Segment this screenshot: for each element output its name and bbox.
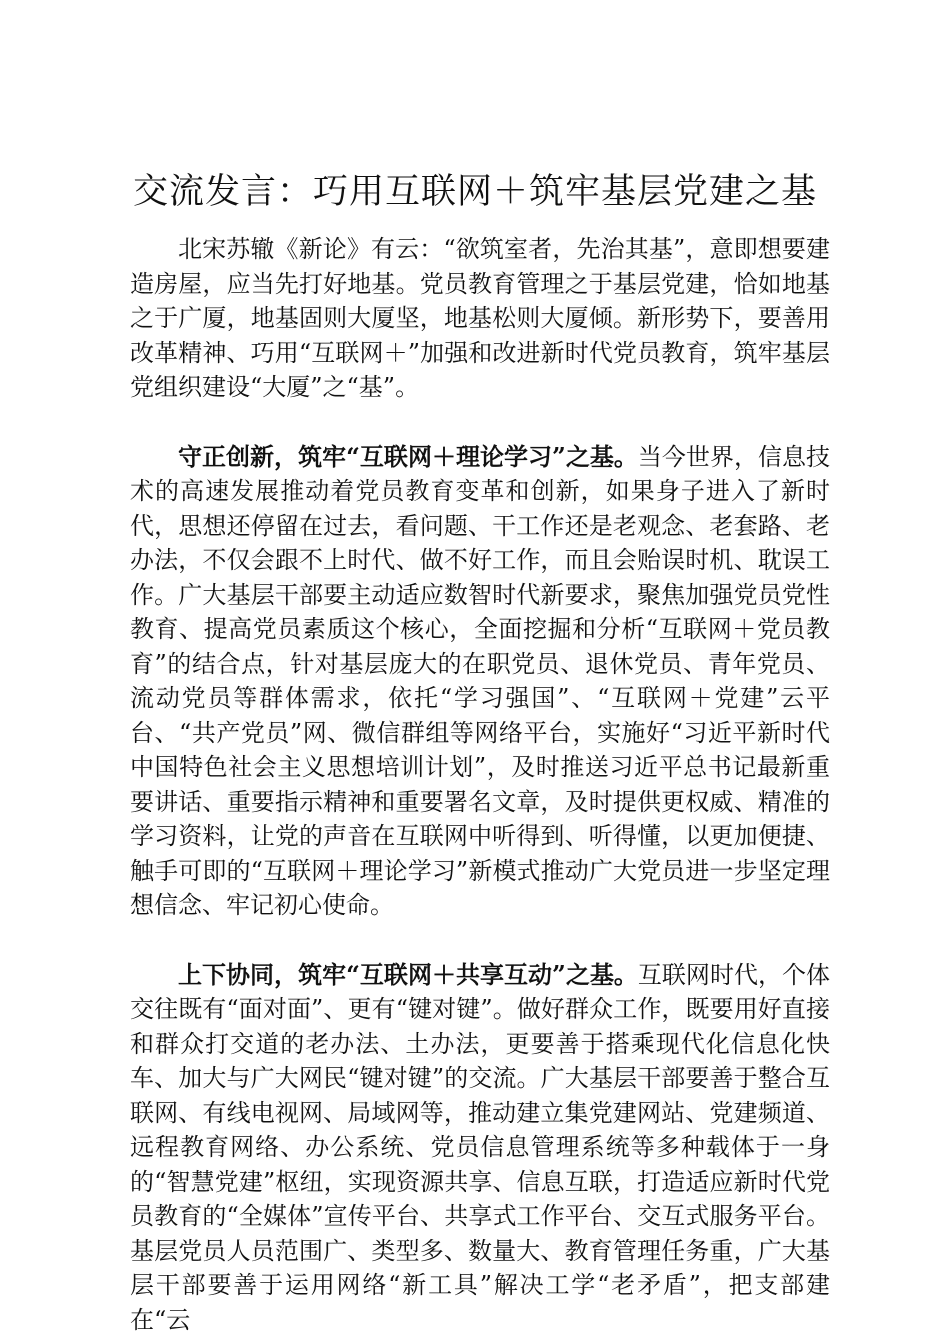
paragraph-text: 互联网时代，个体交往既有“面对面”、更有“键对键”。做好群众工作，既要用好直接和群众打交道的老办法、土办法，更要善于搭乘现代化信息化快车、加大与广大网民“键对键”的交流。广大基层干部要善于整合互联网、有线电视网、局域网等，推动建立集党建网站、党建频道、远程教育网络、办公系统、党员信息管理系统等多种载体于一身的“智慧党建”枢纽，实现资源共享、信息互联，打造适应新时代党员教育的“全媒体”宣传平台、共享式工作平台、交互式服务平台。基层党员人员范围广、类型多、数量大、教育管理任务重，广大基层干部要善于运用网络“新工具”解决工学“老矛盾”，把支部建在“云: [130, 960, 831, 1334]
document-body: [130, 232, 830, 1337]
paragraph-heading: 上下协同，筑牢“互联网＋共享互动”之基。: [178, 959, 638, 989]
paragraph-text: 北宋苏辙《新论》有云：“欲筑室者，先治其基”，意即想要建造房屋，应当先打好地基。党员教育管理之于基层党建，恰如地基之于广厦，地基固则大厦坚，地基松则大厦倾。新形势下，要善用改革精神、巧用“互联网＋”加强和改进新时代党员教育，筑牢基层党组织建设“大厦”之“基”。: [130, 235, 830, 401]
paragraph-sharing-interaction: [130, 958, 830, 1338]
document-title: 交流发言：巧用互联网＋筑牢基层党建之基: [132, 172, 817, 212]
paragraph-text: 当今世界，信息技术的高速发展推动着党员教育变革和创新，如果身子进入了新时代，思想还停留在过去，看问题、干工作还是老观念、老套路、老办法，不仅会跟不上时代、做不好工作，而且会贻误时机、耽误工作。广大基层干部要主动适应数智时代新要求，聚焦加强党员党性教育、提高党员素质这个核心，全面挖掘和分析“互联网＋党员教育”的结合点，针对基层庞大的在职党员、退休党员、青年党员、流动党员等群体需求，依托“学习强国”、“互联网＋党建”云平台、“共产党员”网、微信群组等网络平台，实施好“习近平新时代中国特色社会主义思想培训计划”，及时推送习近平总书记最新重要讲话、重要指示精神和重要署名文章，及时提供更权威、精准的学习资料，让党的声音在互联网中听得到、听得懂，以更加便捷、触手可即的“互联网＋理论学习”新模式推动广大党员进一步坚定理想信念、牢记初心使命。: [130, 442, 831, 919]
paragraph-intro: [130, 232, 830, 405]
paragraph-heading: 守正创新，筑牢“互联网＋理论学习”之基。: [178, 441, 638, 471]
paragraph-theory-study: [130, 440, 830, 923]
